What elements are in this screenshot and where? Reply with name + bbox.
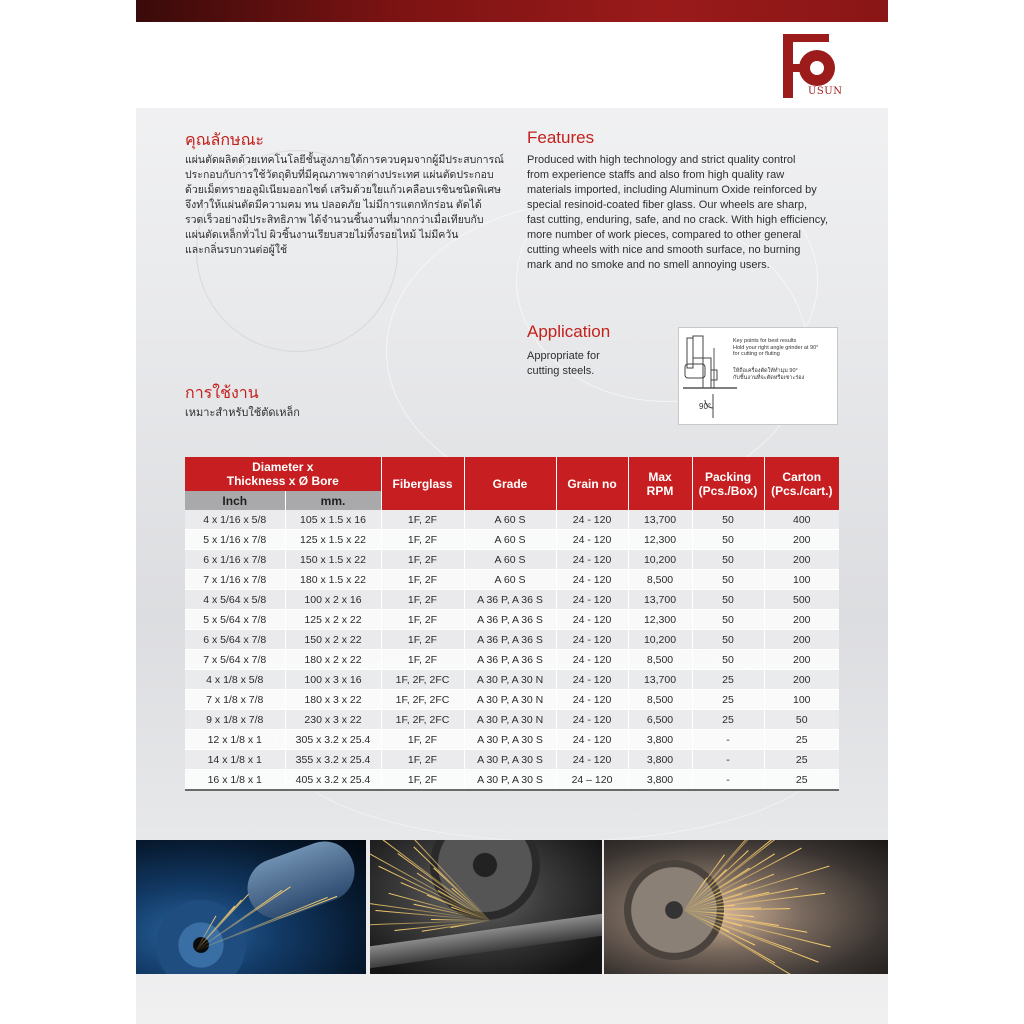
table-cell: 100	[764, 690, 839, 710]
table-cell: 50	[692, 650, 764, 670]
table-cell: 150 x 2 x 22	[285, 630, 381, 650]
header-diameter-line2: Thickness x Ø Bore	[226, 474, 339, 488]
table-cell: 150 x 1.5 x 22	[285, 550, 381, 570]
table-cell: 200	[764, 610, 839, 630]
text-line: more number of work pieces, compared to other general	[527, 229, 801, 241]
table-cell: A 60 S	[464, 550, 556, 570]
table-row	[185, 630, 839, 650]
table-cell: 1F, 2F	[381, 610, 464, 630]
table-cell: 13,700	[628, 510, 692, 530]
table-cell: -	[692, 770, 764, 791]
table-cell: A 36 P, A 36 S	[464, 610, 556, 630]
table-cell: 4 x 5/64 x 5/8	[185, 590, 285, 610]
top-banner	[136, 0, 888, 22]
header-grade: Grade	[464, 457, 556, 510]
header-fiberglass: Fiberglass	[381, 457, 464, 510]
table-cell: 180 x 3 x 22	[285, 690, 381, 710]
header-max: Max	[648, 469, 672, 484]
table-row	[185, 670, 839, 690]
table-cell: 13,700	[628, 670, 692, 690]
header-mm: mm.	[285, 491, 381, 510]
table-cell: 5 x 1/16 x 7/8	[185, 530, 285, 550]
table-cell: 13,700	[628, 590, 692, 610]
table-cell: 105 x 1.5 x 16	[285, 510, 381, 530]
angle-label: 90°	[699, 402, 712, 411]
table-row	[185, 770, 839, 791]
table-row	[185, 590, 839, 610]
table-cell: 7 x 1/16 x 7/8	[185, 570, 285, 590]
header-diameter	[185, 457, 381, 491]
table-cell: 10,200	[628, 550, 692, 570]
table-cell: 125 x 2 x 22	[285, 610, 381, 630]
usage-note-en	[733, 338, 818, 358]
table-cell: 4 x 1/16 x 5/8	[185, 510, 285, 530]
usage-note-th	[733, 368, 804, 381]
table-row	[185, 730, 839, 750]
table-cell: 305 x 3.2 x 25.4	[285, 730, 381, 750]
table-row	[185, 550, 839, 570]
table-cell: A 30 P, A 30 N	[464, 690, 556, 710]
table-cell: 7 x 5/64 x 7/8	[185, 650, 285, 670]
table-cell: 405 x 3.2 x 25.4	[285, 770, 381, 791]
table-cell: 8,500	[628, 570, 692, 590]
table-cell: 50	[692, 610, 764, 630]
text-line: Key points for best results	[733, 338, 797, 344]
table-cell: 200	[764, 670, 839, 690]
table-cell: 125 x 1.5 x 22	[285, 530, 381, 550]
table-cell: 1F, 2F	[381, 530, 464, 550]
table-cell: 100	[764, 570, 839, 590]
text-line: for cutting or fluting	[733, 351, 780, 357]
text-line: cutting wheels with nice and smooth surface, no burning	[527, 244, 801, 256]
header-packing	[692, 457, 764, 510]
table-cell: 9 x 1/8 x 7/8	[185, 710, 285, 730]
header-max-rpm	[628, 457, 692, 510]
text-line: ด้วยเม็ดทรายอลูมิเนียมออกไซด์ เสริมด้วยใยแก้วเคลือบเรซินชนิดพิเศษ	[185, 184, 501, 196]
table-cell: 50	[692, 510, 764, 530]
table-cell: 1F, 2F, 2FC	[381, 690, 464, 710]
table-cell: 25	[692, 670, 764, 690]
table-cell: 24 - 120	[556, 550, 628, 570]
table-cell: 1F, 2F	[381, 550, 464, 570]
table-cell: A 36 P, A 36 S	[464, 630, 556, 650]
text-line: mark and no smoke and no smell annoying users.	[527, 259, 770, 271]
text-line: cutting steels.	[527, 365, 595, 377]
usage-diagram	[678, 327, 838, 425]
table-cell: 10,200	[628, 630, 692, 650]
features-en-text	[527, 153, 828, 273]
table-cell: A 60 S	[464, 510, 556, 530]
header-carton-unit: (Pcs./cart.)	[771, 483, 833, 498]
table-cell: 50	[692, 530, 764, 550]
table-cell: 50	[692, 630, 764, 650]
features-en-heading: Features	[527, 128, 595, 147]
text-line: ประกอบกับการใช้วัตถุดิบที่มีคุณภาพจากต่างประเทศ แผ่นตัดประกอบ	[185, 169, 494, 181]
text-line: แผ่นตัดเหล็กทั่วไป ผิวชิ้นงานเรียบสวยไม่ทิ้งรอยไหม้ ไม่มีควัน	[185, 229, 459, 241]
table-cell: 355 x 3.2 x 25.4	[285, 750, 381, 770]
table-row	[185, 750, 839, 770]
table-row	[185, 650, 839, 670]
header-inch: Inch	[185, 491, 285, 510]
table-cell: 200	[764, 650, 839, 670]
application-th-heading: การใช้งาน	[185, 385, 259, 402]
header-diameter-line1: Diameter x	[252, 460, 314, 474]
table-cell: 8,500	[628, 650, 692, 670]
header-carton-label: Carton	[782, 469, 822, 484]
text-line: และกลิ่นรบกวนต่อผู้ใช้	[185, 244, 288, 256]
application-th-text: เหมาะสำหรับใช้ตัดเหล็ก	[185, 407, 300, 419]
text-line: Produced with high technology and strict quality control	[527, 154, 796, 166]
header-area	[136, 22, 888, 108]
table-cell: 6,500	[628, 710, 692, 730]
table-cell: A 36 P, A 36 S	[464, 590, 556, 610]
table-cell: 500	[764, 590, 839, 610]
header-carton	[764, 457, 839, 510]
text-line: แผ่นตัดผลิตด้วยเทคโนโลยีชั้นสูงภายใต้การควบคุมจากผู้มีประสบการณ์	[185, 154, 504, 166]
text-line: Appropriate for	[527, 350, 600, 362]
table-cell: 24 - 120	[556, 530, 628, 550]
table-cell: 24 - 120	[556, 670, 628, 690]
table-cell: 12 x 1/8 x 1	[185, 730, 285, 750]
table-cell: 50	[764, 710, 839, 730]
table-cell: 1F, 2F	[381, 510, 464, 530]
text-line: รวดเร็วอย่างมีประสิทธิภาพ ได้จำนวนชิ้นงานที่มากกว่าเมื่อเทียบกับ	[185, 214, 484, 226]
logo-text: USUN	[808, 86, 843, 97]
table-cell: 24 - 120	[556, 570, 628, 590]
table-cell: 6 x 5/64 x 7/8	[185, 630, 285, 650]
table-row	[185, 610, 839, 630]
table-cell: A 30 P, A 30 S	[464, 770, 556, 791]
table-cell: 5 x 5/64 x 7/8	[185, 610, 285, 630]
photo-grinder-blue	[136, 840, 366, 974]
table-cell: 1F, 2F	[381, 730, 464, 750]
table-cell: 1F, 2F	[381, 590, 464, 610]
table-cell: 200	[764, 530, 839, 550]
text-line: ให้ถือเครื่องตัดให้ทำมุม 90°	[733, 368, 798, 374]
table-cell: 230 x 3 x 22	[285, 710, 381, 730]
text-line: จึงทำให้แผ่นตัดมีความคม ทน ปลอดภัย ไม่มีการแตกหักร่อน ตัดได้	[185, 199, 482, 211]
table-cell: 12,300	[628, 610, 692, 630]
table-cell: 50	[692, 570, 764, 590]
table-cell: A 60 S	[464, 530, 556, 550]
table-cell: 3,800	[628, 770, 692, 791]
table-cell: 24 - 120	[556, 650, 628, 670]
table-cell: 8,500	[628, 690, 692, 710]
catalog-page	[136, 0, 888, 1024]
table-cell: 200	[764, 550, 839, 570]
table-cell: 24 - 120	[556, 590, 628, 610]
table-cell: 6 x 1/16 x 7/8	[185, 550, 285, 570]
table-cell: 24 - 120	[556, 610, 628, 630]
table-row	[185, 570, 839, 590]
table-cell: A 30 P, A 30 N	[464, 670, 556, 690]
table-cell: 14 x 1/8 x 1	[185, 750, 285, 770]
table-cell: 25	[764, 750, 839, 770]
specification-table	[185, 457, 839, 791]
photo-cutting-steel	[370, 840, 602, 974]
text-line: กับชิ้นงานที่จะตัดหรือเซาะร่อง	[733, 374, 805, 381]
application-en-text	[527, 349, 600, 379]
table-cell: 24 - 120	[556, 730, 628, 750]
table-cell: 24 - 120	[556, 750, 628, 770]
header-packing-unit: (Pcs./Box)	[698, 483, 758, 498]
table-cell: 1F, 2F	[381, 750, 464, 770]
table-cell: A 30 P, A 30 N	[464, 710, 556, 730]
table-cell: A 30 P, A 30 S	[464, 730, 556, 750]
application-en-heading: Application	[527, 322, 611, 341]
table-cell: 400	[764, 510, 839, 530]
table-cell: 1F, 2F, 2FC	[381, 670, 464, 690]
table-cell: 100 x 2 x 16	[285, 590, 381, 610]
table-cell: 1F, 2F, 2FC	[381, 710, 464, 730]
table-cell: A 60 S	[464, 570, 556, 590]
text-line: fast cutting, enduring, safe, and no crack. With high efficiency,	[527, 214, 829, 226]
table-cell: -	[692, 730, 764, 750]
text-line: from experience staffs and also from high quality raw	[527, 169, 785, 181]
text-line: special resinoid-coated fiber glass. Our wheels are sharp,	[527, 199, 808, 211]
photo-sparks	[604, 840, 888, 974]
table-cell: 1F, 2F	[381, 630, 464, 650]
table-cell: 25	[764, 730, 839, 750]
table-cell: 3,800	[628, 730, 692, 750]
features-th-heading: คุณลักษณะ	[185, 132, 265, 149]
table-cell: 24 - 120	[556, 710, 628, 730]
table-cell: 24 - 120	[556, 510, 628, 530]
table-row	[185, 710, 839, 730]
text-line: materials imported, including Aluminum Oxide reinforced by	[527, 184, 817, 196]
table-cell: 7 x 1/8 x 7/8	[185, 690, 285, 710]
table-cell: 16 x 1/8 x 1	[185, 770, 285, 791]
table-body	[185, 510, 839, 790]
table-row	[185, 530, 839, 550]
text-line: Hold your right angle grinder at 90°	[733, 344, 819, 351]
table-cell: 25	[764, 770, 839, 791]
table-cell: 25	[692, 710, 764, 730]
table-cell: 180 x 2 x 22	[285, 650, 381, 670]
table-cell: 24 - 120	[556, 690, 628, 710]
table-cell: 50	[692, 590, 764, 610]
table-row	[185, 690, 839, 710]
header-grain: Grain no	[556, 457, 628, 510]
table-cell: -	[692, 750, 764, 770]
table-cell: 180 x 1.5 x 22	[285, 570, 381, 590]
header-packing-label: Packing	[705, 469, 752, 484]
table-cell: 1F, 2F	[381, 570, 464, 590]
table-cell: 200	[764, 630, 839, 650]
table-cell: 1F, 2F	[381, 770, 464, 791]
table-cell: 24 - 120	[556, 630, 628, 650]
table-cell: 1F, 2F	[381, 650, 464, 670]
table-cell: A 30 P, A 30 S	[464, 750, 556, 770]
header-rpm: RPM	[646, 483, 674, 498]
table-cell: 4 x 1/8 x 5/8	[185, 670, 285, 690]
features-th-text	[185, 153, 504, 258]
table-row	[185, 510, 839, 530]
table-cell: 100 x 3 x 16	[285, 670, 381, 690]
table-cell: A 36 P, A 36 S	[464, 650, 556, 670]
steel-bar	[370, 914, 602, 969]
table-cell: 24 – 120	[556, 770, 628, 791]
table-cell: 3,800	[628, 750, 692, 770]
table-cell: 50	[692, 550, 764, 570]
table-cell: 12,300	[628, 530, 692, 550]
grinder-body	[239, 840, 363, 927]
table-cell: 25	[692, 690, 764, 710]
